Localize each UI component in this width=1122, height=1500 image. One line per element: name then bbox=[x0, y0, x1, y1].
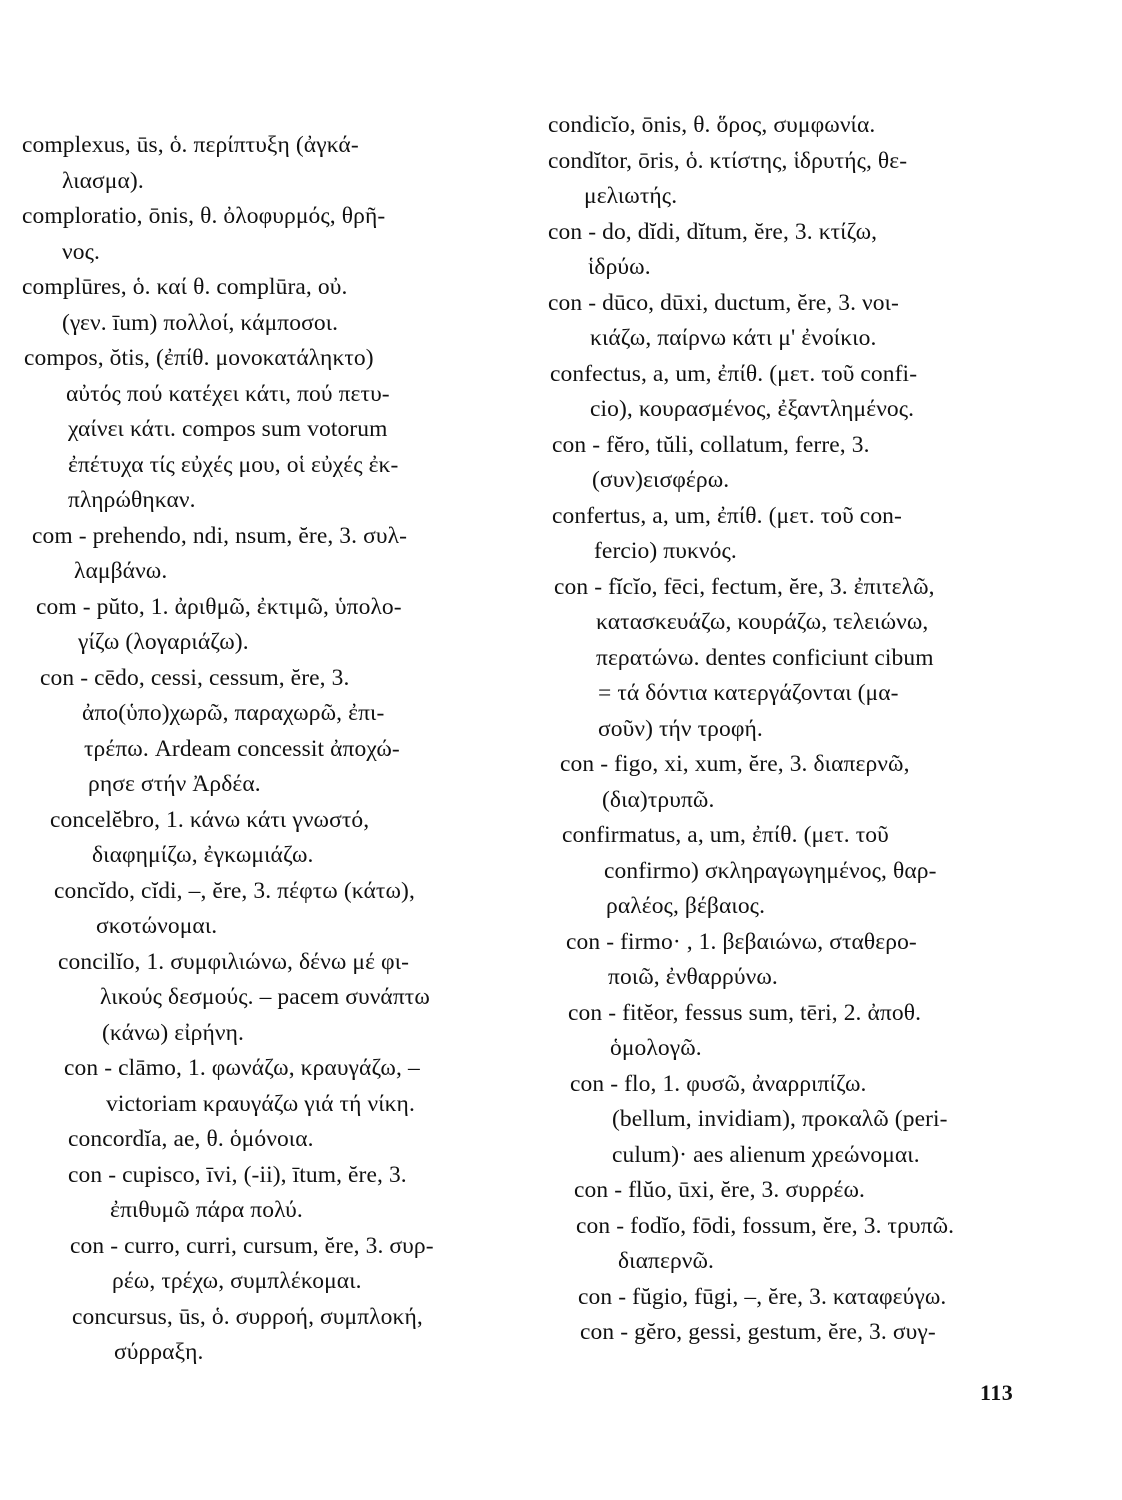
right-column-line: fercio) πυκνός. bbox=[594, 538, 737, 564]
left-column-line: σκοτώνομαι. bbox=[96, 913, 218, 939]
left-column bbox=[22, 128, 537, 1371]
right-column-line: κιάζω, παίρνω κάτι μ' ἐνοίκιο. bbox=[590, 325, 877, 351]
left-column-line: con - cupisco, īvi, (-ii), ītum, ĕre, 3. bbox=[68, 1161, 407, 1188]
left-column-line: γίζω (λογαριάζω). bbox=[78, 629, 249, 655]
right-column-line: confertus, a, um, ἐπίθ. (μετ. τοῦ con- bbox=[552, 502, 902, 529]
right-column-line: = τά δόντια κατεργάζονται (μα- bbox=[598, 680, 899, 706]
right-column-line: con - flŭo, ūxi, ĕre, 3. συρρέω. bbox=[574, 1177, 865, 1203]
right-column-line: con - do, dĭdi, dĭtum, ĕre, 3. κτίζω, bbox=[548, 218, 878, 245]
right-column-line: con - fĭcĭo, fēci, fectum, ĕre, 3. ἐπιτελῶ, bbox=[554, 573, 935, 600]
left-column-line: concĭdo, cĭdi, –, ĕre, 3. πέφτω (κάτω), bbox=[54, 877, 415, 904]
right-column-line: cio), κουρασμένος, ἐξαντλημένος. bbox=[590, 396, 915, 422]
left-column-line: χαίνει κάτι. compos sum votorum bbox=[68, 416, 388, 442]
left-column-line: con - cēdo, cessi, cessum, ĕre, 3. bbox=[40, 664, 350, 691]
left-column-line: concilĭo, 1. συμφιλιώνω, δένω μέ φι- bbox=[58, 948, 410, 975]
left-column-line: compos, ŏtis, (ἐπίθ. μονοκατάληκτο) bbox=[24, 345, 374, 371]
left-column-line: ἐπέτυχα τίς εὐχές μου, οἱ εὐχές ἐκ- bbox=[68, 451, 399, 478]
right-column-line: κατασκευάζω, κουράζω, τελειώνω, bbox=[596, 609, 929, 635]
right-column-line: (δια)τρυπῶ. bbox=[602, 786, 715, 813]
left-column-line: (κάνω) εἰρήνη. bbox=[102, 1019, 244, 1046]
page-number: 113 bbox=[980, 1380, 1014, 1405]
right-column-line: confectus, a, um, ἐπίθ. (μετ. τοῦ confi- bbox=[550, 360, 918, 387]
left-column-line: λικούς δεσμούς. – pacem συνάπτω bbox=[100, 984, 430, 1010]
right-column-line: μελιωτής. bbox=[584, 183, 678, 209]
left-column-line: τρέπω. Ardeam concessit ἀποχώ- bbox=[84, 735, 400, 762]
right-column-line: confirmo) σκληραγωγημένος, θαρ- bbox=[604, 857, 937, 884]
right-column-line: ποιῶ, ἐνθαρρύνω. bbox=[608, 964, 778, 990]
left-column-line: (γεν. īum) πολλοί, κάμποσοι. bbox=[62, 309, 339, 336]
right-column-line: ραλέος, βέβαιος. bbox=[606, 893, 766, 919]
left-column-line: νος. bbox=[62, 238, 100, 265]
right-column-line: confirmatus, a, um, ἐπίθ. (μετ. τοῦ bbox=[562, 822, 889, 848]
left-column-line: ρέω, τρέχω, συμπλέκομαι. bbox=[112, 1268, 362, 1294]
left-column-line: πληρώθηκαν. bbox=[68, 487, 196, 513]
left-column-line: ἀπο(ὑπο)χωρῶ, παραχωρῶ, ἐπι- bbox=[82, 700, 385, 726]
right-column-line: con - fitĕor, fessus sum, tēri, 2. ἀποθ. bbox=[568, 999, 922, 1026]
right-column-line: διαπερνῶ. bbox=[618, 1248, 715, 1274]
left-column-line: σύρραξη. bbox=[114, 1339, 204, 1365]
left-column-line: concordĭa, ae, θ. ὁμόνοια. bbox=[68, 1126, 314, 1152]
left-column-line: com - prehendo, ndi, nsum, ĕre, 3. συλ- bbox=[32, 522, 408, 549]
left-column-line: con - curro, curri, cursum, ĕre, 3. συρ- bbox=[70, 1232, 434, 1259]
left-column-line: λιασμα). bbox=[62, 167, 144, 194]
right-column-line: con - fĕro, tŭli, collatum, ferre, 3. bbox=[552, 431, 870, 458]
right-column-line: con - firmo· , 1. βεβαιώνω, σταθερο- bbox=[566, 928, 917, 955]
right-column-line: con - gĕro, gessi, gestum, ĕre, 3. συγ- bbox=[580, 1319, 936, 1345]
right-column-line: con - fŭgio, fūgi, –, ĕre, 3. καταφεύγω. bbox=[578, 1283, 947, 1310]
right-column-line: ἱδρύω. bbox=[588, 254, 651, 280]
right-column-line: ὁμολογῶ. bbox=[610, 1035, 702, 1061]
left-column-line: com - pŭto, 1. ἀριθμῶ, ἐκτιμῶ, ὑπολο- bbox=[36, 593, 402, 620]
left-column-line: concursus, ūs, ὁ. συρροή, συμπλοκή, bbox=[72, 1303, 423, 1330]
right-column-line: περατώνω. dentes conficiunt cibum bbox=[596, 644, 934, 671]
right-column-line: (συν)εισφέρω. bbox=[592, 467, 730, 493]
left-column-line: λαμβάνω. bbox=[74, 558, 168, 584]
left-column-line: complexus, ūs, ὁ. περίπτυξη (ἀγκά- bbox=[22, 132, 359, 158]
right-column-line: con - flo, 1. φυσῶ, ἀναρριπίζω. bbox=[570, 1070, 867, 1097]
left-column-line: comploratio, ōnis, θ. ὀλοφυρμός, θρῆ- bbox=[22, 203, 386, 229]
left-column-line: complūres, ὁ. καί θ. complūra, οὐ. bbox=[22, 274, 348, 300]
right-column-line: con - fodĭo, fōdi, fossum, ĕre, 3. τρυπῶ. bbox=[576, 1212, 955, 1239]
right-column-line: condicĭo, ōnis, θ. ὅρος, συμφωνία. bbox=[548, 112, 876, 138]
right-column-line: con - dūco, dūxi, ductum, ĕre, 3. νοι- bbox=[548, 289, 899, 316]
left-column-line: victoriam κραυγάζω γιά τή νίκη. bbox=[106, 1090, 415, 1117]
left-column-line: concelĕbro, 1. κάνω κάτι γνωστό, bbox=[50, 806, 370, 833]
left-column-line: διαφημίζω, ἐγκωμιάζω. bbox=[92, 842, 314, 868]
right-column-line: condĭtor, ōris, ὁ. κτίστης, ἱδρυτής, θε- bbox=[548, 147, 908, 174]
right-column-line: (bellum, invidiam), προκαλῶ (peri- bbox=[612, 1106, 948, 1132]
left-column-line: αὐτός πού κατέχει κάτι, πού πετυ- bbox=[66, 380, 390, 407]
left-column-line: ἐπιθυμῶ πάρα πολύ. bbox=[110, 1197, 303, 1223]
right-column-line: con - figo, xi, xum, ĕre, 3. διαπερνῶ, bbox=[560, 751, 910, 777]
right-column bbox=[548, 108, 1098, 1351]
left-column-line: ρησε στήν Ἀρδέα. bbox=[88, 771, 261, 797]
right-column-line: culum)· aes alienum χρεώνομαι. bbox=[612, 1141, 920, 1168]
right-column-line: σοῦν) τήν τροφή. bbox=[598, 715, 763, 742]
left-column-line: con - clāmo, 1. φωνάζω, κραυγάζω, – bbox=[64, 1055, 420, 1081]
